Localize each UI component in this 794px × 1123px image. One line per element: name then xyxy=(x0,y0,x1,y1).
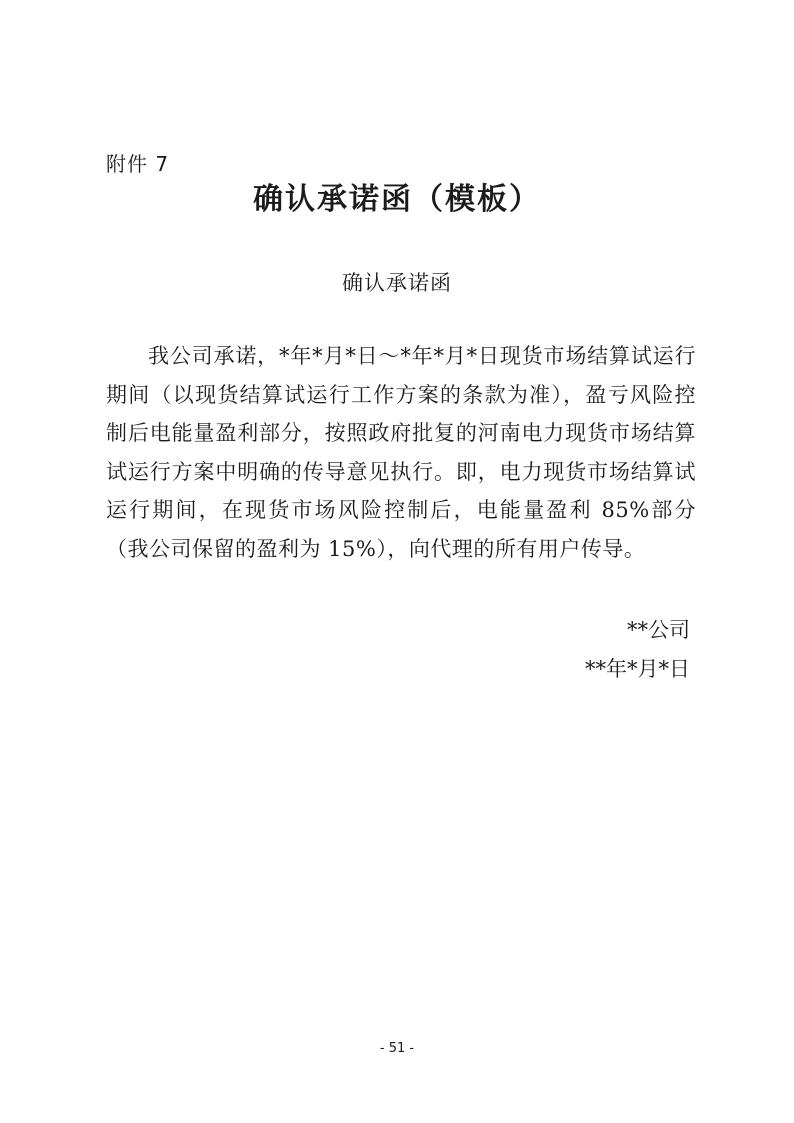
signature-date: **年*月*日 xyxy=(585,657,690,681)
document-title: 确认承诺函（模板） xyxy=(253,182,541,217)
page-number: - 51 - xyxy=(379,1041,415,1056)
commitment-paragraph: 我公司承诺，*年*月*日～*年*月*日现货市场结算试运行期间（以现货结算试运行工作方案的条款为准），盈亏风险控制后电能量盈利部分，按照政府批复的河南电力现货市场结算试运行方案中明确的传导意见执行。即，电力现货市场结算试运行期间，在现货市场风险控制后，电能量盈利 85%部分（我公司保留的盈利为 15%），向代理的所有用户传导。 xyxy=(106,344,696,561)
letter-subtitle: 确认承诺函 xyxy=(342,271,452,295)
signature-company: **公司 xyxy=(627,618,690,642)
attachment-label: 附件 7 xyxy=(106,152,170,176)
